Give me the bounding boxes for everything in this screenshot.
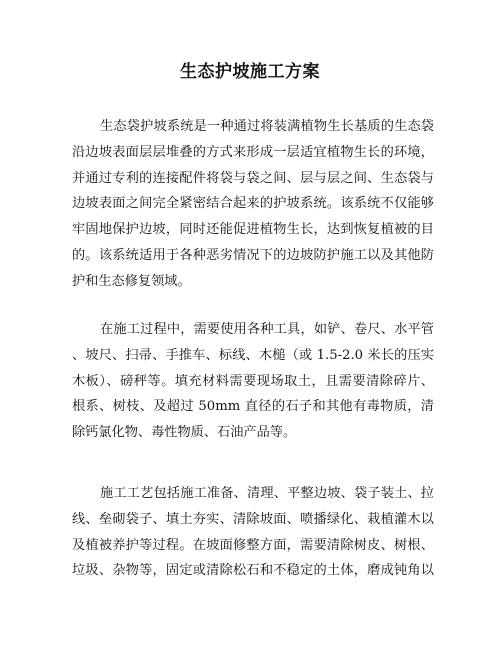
paragraph-line: 线、垒砌袋子、填土夯实、清除坡面、喷播绿化、栽植灌木以: [72, 511, 434, 527]
paragraph-line: 沿边坡表面层层堆叠的方式来形成一层适宜植物生长的环境，: [72, 144, 434, 160]
paragraph-line: 并通过专利的连接配件将袋与袋之间、层与层之间、生态袋与: [72, 170, 434, 186]
paragraph-line: 在施工过程中，需要使用各种工具，如铲、卷尺、水平管: [100, 322, 434, 337]
paragraph-line: 边坡表面之间完全紧密结合起来的护坡系统。该系统不仅能够: [72, 196, 434, 212]
paragraph-line: 施工工艺包括施工准备、清理、平整边坡、袋子装土、拉: [100, 486, 434, 501]
paragraph-line: 、坡尺、扫帚、手推车、标线、木槌（或 1.5-2.0 米长的压实: [72, 347, 434, 363]
paragraph-line: 垃圾、杂物等，固定或清除松石和不稳定的土体，磨成钝角以: [72, 563, 434, 579]
paragraph-line: 牢固地保护边坡，同时还能促进植物生长，达到恢复植被的目: [72, 222, 434, 238]
paragraph-line: 除钙氯化物、毒性物质、石油产品等。: [72, 425, 297, 441]
paragraph-line: 护和生态修复领域。: [72, 273, 191, 289]
paragraph-2: [72, 317, 434, 446]
paragraph-line: 生态袋护坡系统是一种通过将装满植物生长基质的生态袋: [100, 119, 434, 134]
paragraph-3: [72, 481, 434, 584]
document-title: 生态护坡施工方案: [180, 62, 320, 82]
paragraph-line: 的。该系统适用于各种恶劣情况下的边坡防护施工以及其他防: [72, 247, 434, 263]
paragraph-line: 及植被养护等过程。在坡面修整方面，需要清除树皮、树根、: [72, 537, 434, 553]
paragraph-1: [72, 114, 434, 295]
paragraph-line: 根系、树枝、及超过 50mm 直径的石子和其他有毒物质，清: [72, 399, 434, 415]
paragraph-line: 木板）、磅秤等。填充材料需要现场取土，且需要清除碎片、: [72, 373, 434, 389]
